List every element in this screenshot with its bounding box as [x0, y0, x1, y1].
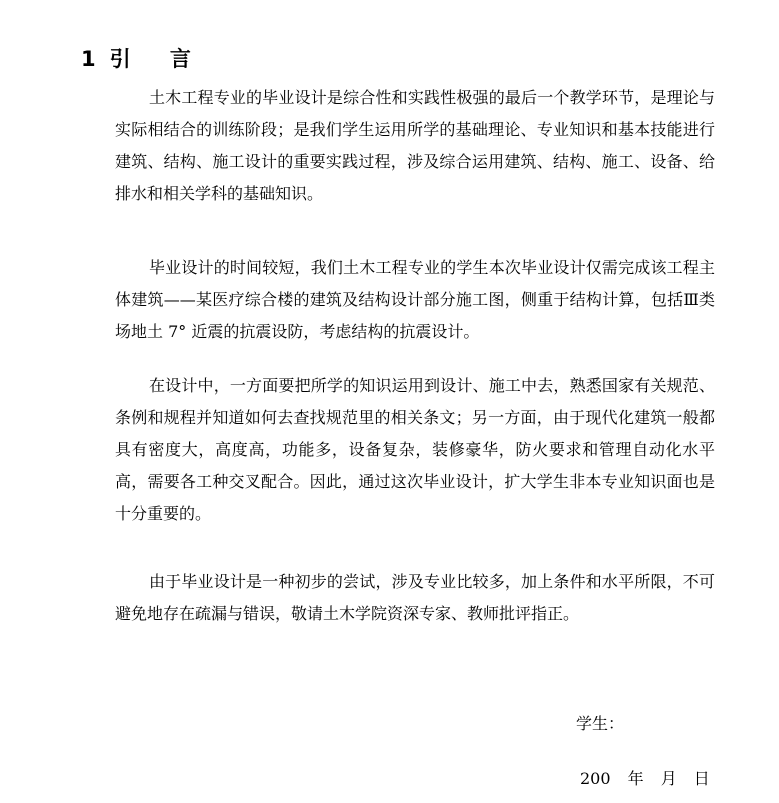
signature-date: 200 年 月 日	[580, 769, 710, 788]
section-number: 1	[81, 47, 96, 71]
section-heading	[81, 44, 207, 74]
section-title: 引 言	[109, 47, 207, 71]
paragraph-4: 由于毕业设计是一种初步的尝试，涉及专业比较多，加上条件和水平所限，不可避免地存在疏漏与错误，敬请土木学院资深专家、教师批评指正。	[115, 572, 715, 623]
student-signature-label: 学生：	[576, 714, 625, 733]
paragraph-3: 在设计中，一方面要把所学的知识运用到设计、施工中去，熟悉国家有关规范、条例和规程并知道如何去查找规范里的相关条文；另一方面，由于现代化建筑一般都具有密度大，高度高，功能多，设备复杂，装修豪华，防火要求和管理自动化水平高，需要各工种交叉配合。因此，通过这次毕业设计，扩大学生非本专业知识面也是十分重要的。	[115, 376, 715, 523]
paragraph-1: 土木工程专业的毕业设计是综合性和实践性极强的最后一个教学环节，是理论与实际相结合的训练阶段；是我们学生运用所学的基础理论、专业知识和基本技能进行建筑、结构、施工设计的重要实践过程，涉及综合运用建筑、结构、施工、设备、给排水和相关学科的基础知识。	[115, 88, 715, 203]
paragraph-2: 毕业设计的时间较短，我们土木工程专业的学生本次毕业设计仅需完成该工程主体建筑——某医疗综合楼的建筑及结构设计部分施工图，侧重于结构计算，包括Ⅲ类场地土 7° 近震的抗震设防，考虑结构的抗震设计。	[115, 258, 715, 341]
